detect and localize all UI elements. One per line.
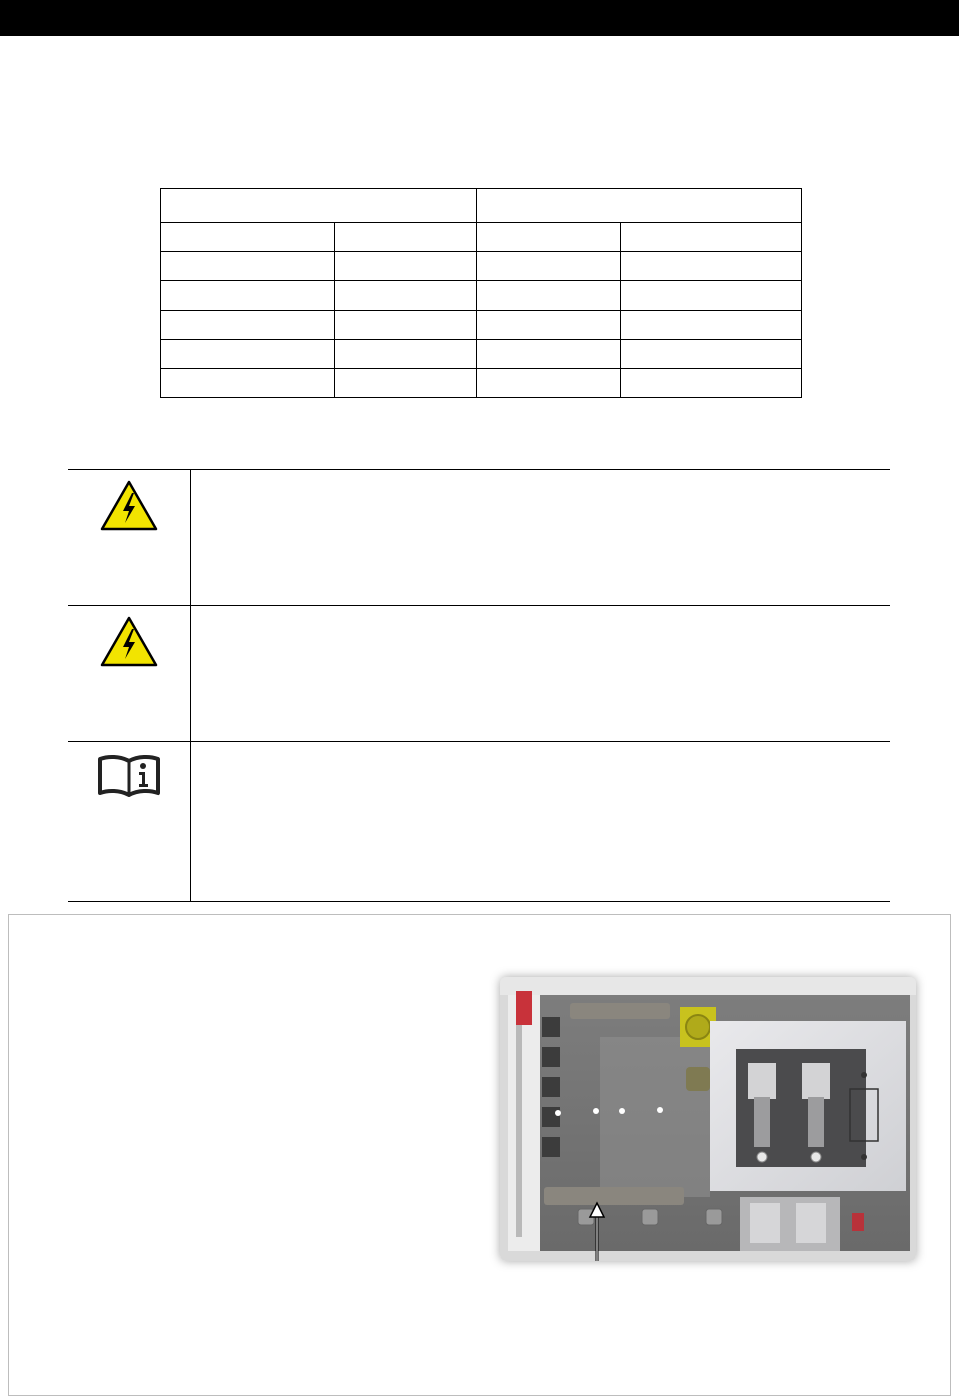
table-cell bbox=[335, 223, 477, 252]
table-group-header-row bbox=[161, 189, 802, 223]
table-cell bbox=[621, 310, 802, 339]
info-notice bbox=[68, 741, 890, 902]
table-cell bbox=[477, 281, 621, 310]
table-cell bbox=[477, 339, 621, 368]
table-cell bbox=[335, 339, 477, 368]
table-cell bbox=[161, 223, 335, 252]
table-cell bbox=[335, 368, 477, 397]
table-cell bbox=[477, 310, 621, 339]
spec-table bbox=[160, 188, 802, 398]
notice-icon-cell bbox=[68, 742, 191, 901]
header-bar bbox=[0, 0, 959, 36]
table-cell bbox=[161, 339, 335, 368]
table-cell bbox=[161, 252, 335, 281]
table-row bbox=[161, 310, 802, 339]
table-cell bbox=[161, 310, 335, 339]
table-cell bbox=[335, 310, 477, 339]
switchboard-interior-photo bbox=[500, 977, 916, 1261]
safety-notice bbox=[68, 469, 890, 606]
table-cell bbox=[621, 339, 802, 368]
table-cell bbox=[161, 368, 335, 397]
switchboard-illustration bbox=[500, 977, 916, 1261]
electric-hazard-warning-icon bbox=[99, 615, 159, 669]
figure-frame bbox=[8, 914, 951, 1396]
table-cell bbox=[477, 223, 621, 252]
table-row bbox=[161, 368, 802, 397]
table-cell bbox=[621, 252, 802, 281]
table-cell bbox=[335, 252, 477, 281]
table-row bbox=[161, 252, 802, 281]
safety-notice bbox=[68, 605, 890, 742]
table-cell bbox=[161, 281, 335, 310]
table-row bbox=[161, 223, 802, 252]
table-group-header-left bbox=[161, 189, 477, 223]
notice-icon-cell bbox=[68, 470, 191, 606]
table-cell bbox=[621, 368, 802, 397]
table-cell bbox=[477, 368, 621, 397]
notice-icon-cell bbox=[68, 606, 191, 742]
table-cell bbox=[477, 252, 621, 281]
table-cell bbox=[621, 281, 802, 310]
table-row bbox=[161, 339, 802, 368]
table-group-header-right bbox=[477, 189, 802, 223]
table-cell bbox=[335, 281, 477, 310]
table-cell bbox=[621, 223, 802, 252]
table-row bbox=[161, 281, 802, 310]
read-manual-info-icon bbox=[96, 753, 162, 799]
electric-hazard-warning-icon bbox=[99, 479, 159, 533]
